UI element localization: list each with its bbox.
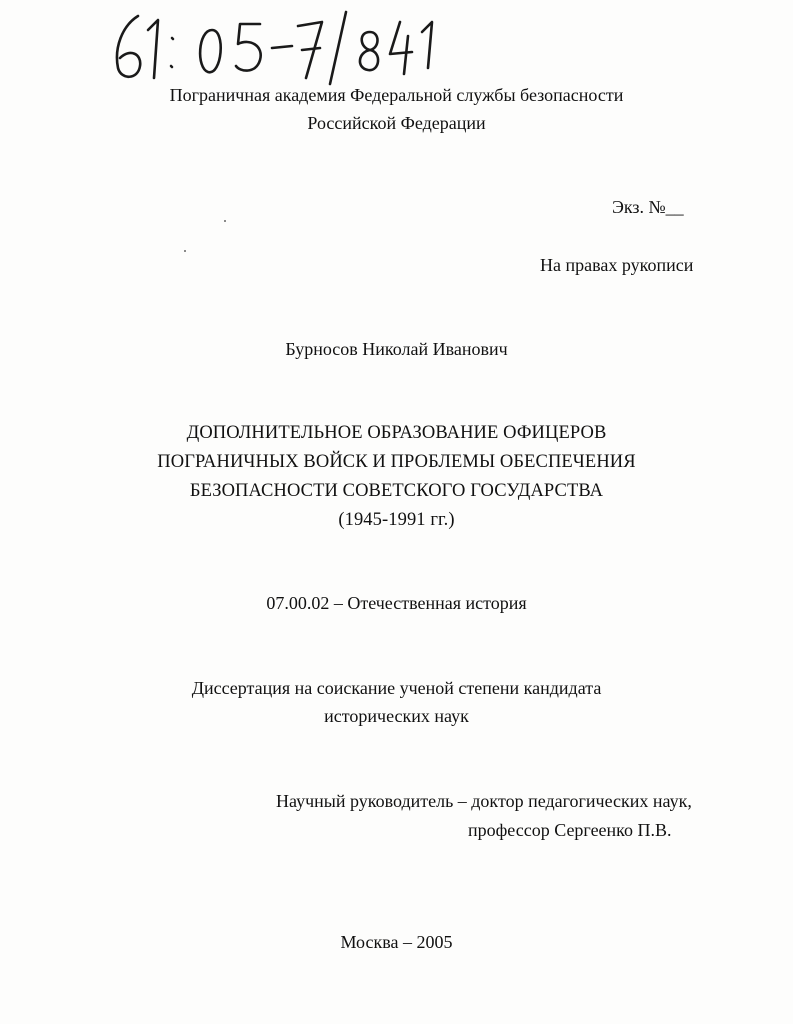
header-line-2: Российской Федерации <box>307 113 486 133</box>
degree-line-2: исторических наук <box>324 706 469 726</box>
handwritten-catalog-number <box>108 8 448 86</box>
supervisor-line-2: профессор Сергеенко П.В. <box>468 820 672 840</box>
supervisor-line-1: Научный руководитель – доктор педагогических наук, <box>276 791 692 811</box>
copy-number: Экз. №__ <box>612 197 684 217</box>
header-line-1: Пограничная академия Федеральной службы безопасности <box>169 85 624 105</box>
degree-line-1: Диссертация на соискание ученой степени кандидата <box>191 678 602 698</box>
title-line-1: ДОПОЛНИТЕЛЬНОЕ ОБРАЗОВАНИЕ ОФИЦЕРОВ <box>186 423 607 443</box>
rights-notice: На правах рукописи <box>540 255 694 275</box>
scan-speck <box>224 220 226 222</box>
title-years: (1945-1991 гг.) <box>338 510 455 530</box>
scan-speck <box>184 250 186 252</box>
title-line-3: БЕЗОПАСНОСТИ СОВЕТСКОГО ГОСУДАРСТВА <box>189 481 604 501</box>
handwritten-code-drawing <box>108 8 448 86</box>
city-year: Москва – 2005 <box>340 932 453 952</box>
author-name: Бурносов Николай Иванович <box>285 339 508 359</box>
title-line-2: ПОГРАНИЧНЫХ ВОЙСК И ПРОБЛЕМЫ ОБЕСПЕЧЕНИЯ <box>157 452 636 472</box>
specialty-code: 07.00.02 – Отечественная история <box>266 593 527 613</box>
